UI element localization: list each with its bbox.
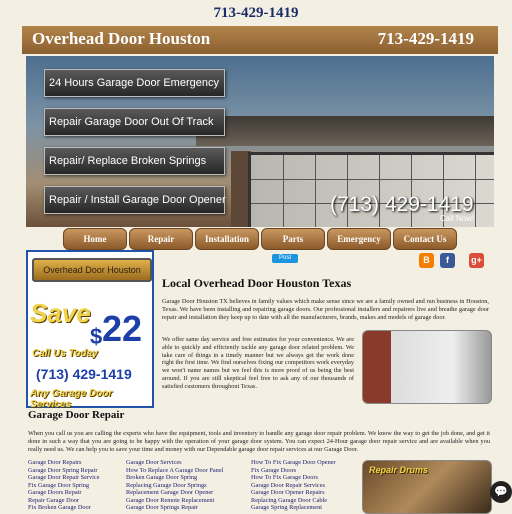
repair-paragraph: When you call us you are calling the experts who have the equipment, tools and inventory to handle any garage door repair problem. We know the way to get the job done, and get it done in such a way that you are going to be happy with the operation of your garage door system. You can expect 24-Hour garage door repair service and are available when you really need us. We can help you to save your time and money with our Dependable garage door repair services at our Garage Door.	[28, 430, 490, 453]
service-paragraph: We offer same day service and free estimates for your convenience. We are able to quickly and efficiently tackle any garage door related problem. We take care of things in a timely manner but we always get the work done right the first time. We find ourselves fixing our competitors work everyday we won't name names but we feel this is more proof of us being the best around. If you are still skeptical feel free to ask any of our thousands of satisfied customers throughout Texas.	[162, 336, 354, 390]
link-col2-6[interactable]: Garage Door Springs Repair	[126, 504, 198, 511]
link-col1-1[interactable]: Garage Door Spring Repair	[28, 467, 98, 474]
link-col3-1[interactable]: Fix Garage Doors	[251, 467, 297, 474]
promo-logo: Overhead Door Houston	[32, 258, 152, 282]
nav-emergency[interactable]: Emergency	[327, 228, 391, 250]
intro-paragraph: Garage Door Houston TX believes in family values which make sense since we are a family owned and run business in Houston, Texas. We have been installing and repairing garage doors. Our professional installers and repairers live and breathe garage door repair and installation they keep up to date with all the manufacturers, brands, makes and models of garage door.	[162, 298, 489, 321]
chat-bubble-icon[interactable]: 💬	[490, 481, 512, 503]
hero-phone[interactable]: (713) 429-1419	[330, 193, 474, 216]
link-col3-2[interactable]: How To Fix Garage Doors	[251, 474, 318, 481]
promo-save: Save	[30, 298, 91, 328]
google-plus-icon[interactable]: g+	[469, 253, 484, 268]
nav-installation[interactable]: Installation	[195, 228, 259, 250]
nav-parts[interactable]: Parts	[261, 228, 325, 250]
hero-call-now: Call Now!	[440, 214, 475, 223]
facebook-icon[interactable]: f	[440, 253, 455, 268]
main-heading: Local Overhead Door Houston Texas	[162, 276, 352, 290]
nav-home[interactable]: Home	[63, 228, 127, 250]
garage-photo	[362, 330, 492, 404]
top-phone-link[interactable]: 713-429-1419	[0, 0, 512, 26]
link-col1-3[interactable]: Fix Garage Door Spring	[28, 482, 90, 489]
repair-heading: Garage Door Repair	[28, 409, 125, 421]
hero-button-springs[interactable]: Repair/ Replace Broken Springs	[44, 147, 225, 175]
link-col1-6[interactable]: Fix Broken Garage Door	[28, 504, 91, 511]
promo-dollar-sign: $	[90, 324, 103, 349]
link-col2-0[interactable]: Garage Door Services	[126, 459, 182, 466]
link-col1-2[interactable]: Garage Door Repair Service	[28, 474, 100, 481]
hero-button-opener[interactable]: Repair / Install Garage Door Opener	[44, 186, 225, 214]
hero-button-emergency[interactable]: 24 Hours Garage Door Emergency	[44, 69, 225, 97]
tweet-button[interactable]: Post	[272, 254, 298, 263]
nav-repair[interactable]: Repair	[129, 228, 193, 250]
link-col2-5[interactable]: Garage Door Remote Replacement	[126, 497, 215, 504]
repair-drums-label: Repair Drums	[369, 465, 429, 475]
house-roof	[196, 116, 494, 146]
link-col3-3[interactable]: Garage Door Repair Services	[251, 482, 325, 489]
promo-amount: 22	[102, 308, 143, 349]
link-col3-0[interactable]: How To Fix Garage Door Opener	[251, 459, 336, 466]
link-col1-5[interactable]: Repair Garage Door	[28, 497, 80, 504]
promo-phone: (713) 429-1419	[36, 366, 132, 382]
hero-button-out-of-track[interactable]: Repair Garage Door Out Of Track	[44, 108, 225, 136]
link-col1-0[interactable]: Garage Door Repairs	[28, 459, 82, 466]
nav-contact-us[interactable]: Contact Us	[393, 228, 457, 250]
link-col2-2[interactable]: Broken Garage Door Spring	[126, 474, 198, 481]
promo-call-text: Call Us Today	[32, 348, 98, 359]
link-col2-1[interactable]: How To Replace A Garage Door Panel	[126, 467, 224, 474]
header-phone[interactable]: 713-429-1419	[377, 29, 474, 48]
link-col2-3[interactable]: Replacing Garage Door Springs	[126, 482, 207, 489]
link-col3-6[interactable]: Garage Spring Replacement	[251, 504, 322, 511]
blogger-icon[interactable]: B	[419, 253, 434, 268]
link-col3-4[interactable]: Garage Door Opener Repairs	[251, 489, 325, 496]
promo-coupon[interactable]	[26, 250, 154, 408]
site-title[interactable]: Overhead Door Houston	[32, 29, 211, 48]
repair-drums-photo[interactable]	[362, 460, 492, 514]
link-col2-4[interactable]: Replacement Garage Door Opener	[126, 489, 214, 496]
link-col3-5[interactable]: Replacing Garage Door Cable	[251, 497, 328, 504]
promo-services: Any Garage Door Services	[30, 388, 113, 410]
link-col1-4[interactable]: Garage Doors Repair	[28, 489, 82, 496]
